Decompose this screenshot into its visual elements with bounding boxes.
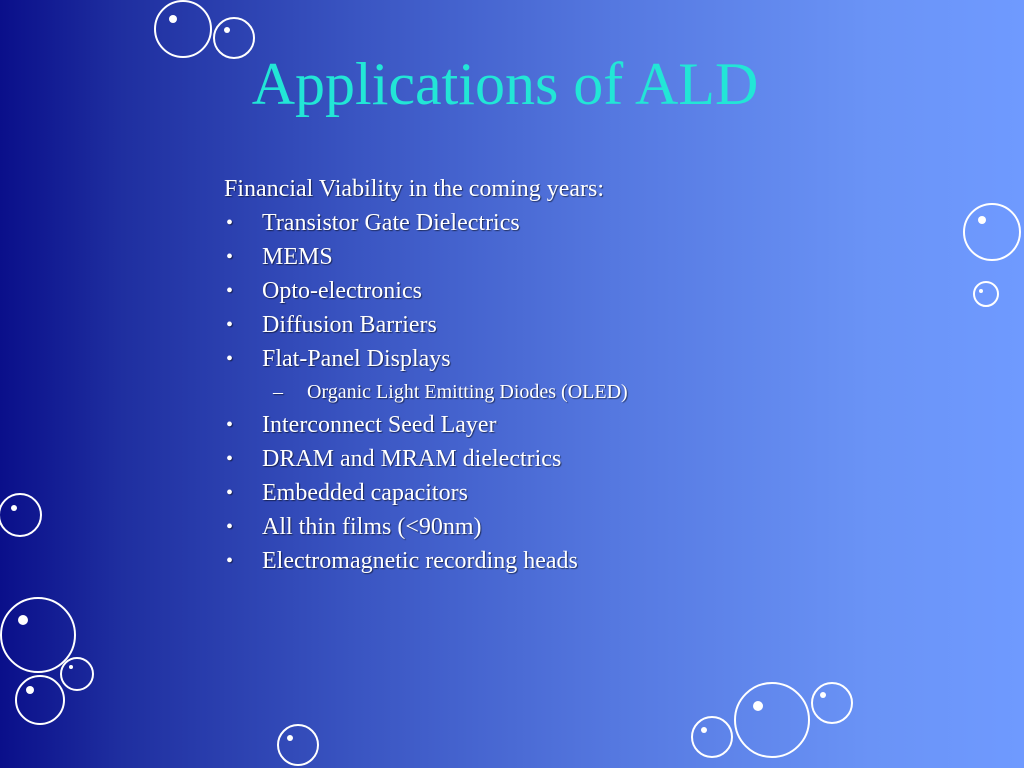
list-item-text: MEMS [262,244,333,270]
bubble-icon [61,658,93,690]
bullet-icon: • [226,516,234,538]
bubble-icon [278,725,318,765]
list-item [224,240,984,274]
list-item-text: Opto-electronics [262,278,422,304]
content-list [224,172,984,578]
list-item [224,206,984,240]
list-item-text: Electromagnetic recording heads [262,548,578,574]
bullet-icon: • [226,414,234,436]
bubble-icon [692,717,732,757]
list-item-text: Interconnect Seed Layer [262,412,497,438]
bubble-icon [735,683,809,757]
list-item [224,476,984,510]
bullet-icon: • [226,550,234,572]
list-item [224,274,984,308]
list-item-text: DRAM and MRAM dielectrics [262,446,562,472]
bullet-icon: • [226,348,234,370]
bullet-icon: • [226,280,234,302]
list-item-text: Transistor Gate Dielectrics [262,210,520,236]
bullet-icon: • [226,448,234,470]
bubble-icon [0,494,41,536]
sub-list-item [224,376,984,408]
dash-icon: – [273,381,283,403]
bullet-icon: • [226,212,234,234]
list-item [224,308,984,342]
list-item [224,544,984,578]
bubble-icon [812,683,852,723]
intro-line: Financial Viability in the coming years: [224,176,605,202]
sub-list-item-text: Organic Light Emitting Diodes (OLED) [307,381,628,403]
list-item [224,442,984,476]
slide-title: Applications of ALD [251,51,759,117]
list-item [224,342,984,376]
list-item-text: All thin films (<90nm) [262,514,482,540]
bullet-icon: • [226,314,234,336]
bubble-icon [16,676,64,724]
bullet-icon: • [226,482,234,504]
bubble-icon [155,1,211,57]
list-item [224,408,984,442]
list-item-text: Embedded capacitors [262,480,468,506]
list-item-text: Flat-Panel Displays [262,346,451,372]
list-item [224,510,984,544]
bullet-icon: • [226,246,234,268]
bubble-icon [1,598,75,672]
list-item-text: Diffusion Barriers [262,312,437,338]
